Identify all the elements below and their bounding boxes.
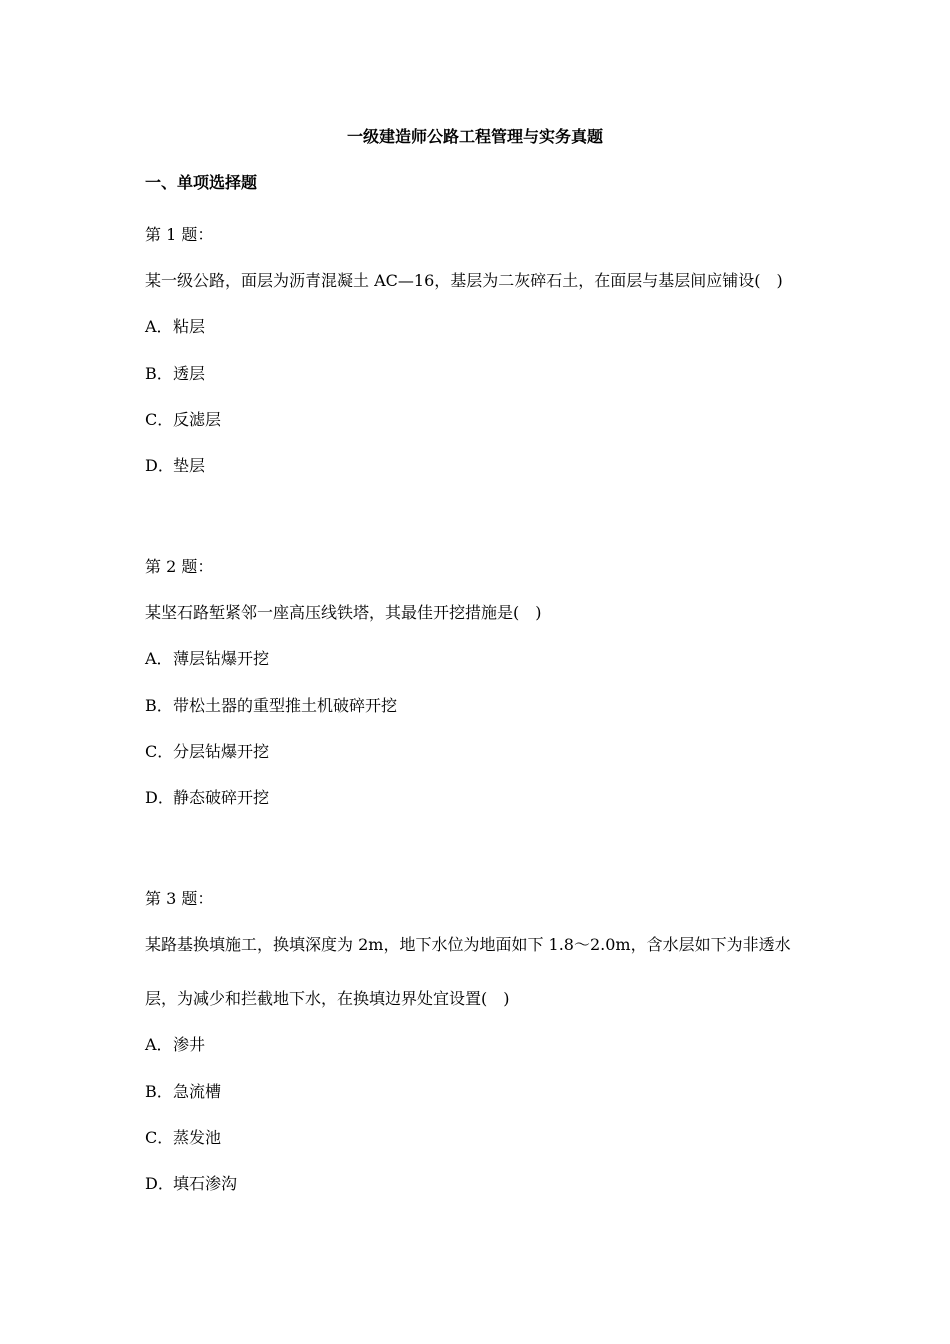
question-2-option-a <box>145 648 269 670</box>
option-letter: D． <box>145 788 174 807</box>
option-letter: B． <box>145 1082 173 1101</box>
option-letter: C． <box>145 410 174 429</box>
question-3-option-c <box>145 1127 221 1149</box>
document-title: 一级建造师公路工程管理与实务真题 <box>346 127 603 146</box>
option-letter: A． <box>145 317 173 336</box>
question-2-option-c <box>145 741 269 763</box>
question-3-stem-line-1: 某路基换填施工，换填深度为 2m，地下水位为地面如下 1.8～2.0m，含水层如下为非透水 <box>145 935 791 954</box>
question-1-number: 第 1 题： <box>145 225 214 244</box>
option-text: 带松土器的重型推土机破碎开挖 <box>173 696 398 715</box>
option-letter: A． <box>145 649 173 668</box>
option-text: 填石渗沟 <box>173 1174 238 1193</box>
section-heading: 一、单项选择题 <box>145 173 258 192</box>
option-text: 垫层 <box>173 456 206 475</box>
question-2-stem: 某坚石路堑紧邻一座高压线铁塔，其最佳开挖措施是( ) <box>145 603 542 622</box>
question-1-option-a <box>145 316 205 338</box>
question-2-number: 第 2 题： <box>145 557 214 576</box>
question-1-stem: 某一级公路，面层为沥青混凝土 AC—16，基层为二灰碎石土，在面层与基层间应铺设( ) <box>145 271 783 290</box>
question-3-stem-line-2: 层，为减少和拦截地下水，在换填边界处宜设置( ) <box>145 989 510 1008</box>
option-text: 薄层钻爆开挖 <box>173 649 270 668</box>
question-3-number: 第 3 题： <box>145 889 214 908</box>
option-letter: B． <box>145 696 173 715</box>
option-letter: C． <box>145 742 174 761</box>
option-letter: D． <box>145 456 174 475</box>
question-3-option-d <box>145 1173 237 1195</box>
option-text: 分层钻爆开挖 <box>173 742 270 761</box>
question-1-option-d <box>145 455 205 477</box>
option-letter: A． <box>145 1035 173 1054</box>
question-1-option-c <box>145 409 221 431</box>
option-letter: C． <box>145 1128 174 1147</box>
option-letter: B． <box>145 364 173 383</box>
question-3-option-a <box>145 1034 205 1056</box>
question-2-option-b <box>145 695 397 717</box>
option-text: 渗井 <box>173 1035 206 1054</box>
option-letter: D． <box>145 1174 174 1193</box>
option-text: 粘层 <box>173 317 206 336</box>
question-2-option-d <box>145 787 269 809</box>
question-1-option-b <box>145 363 205 385</box>
option-text: 蒸发池 <box>173 1128 222 1147</box>
option-text: 急流槽 <box>173 1082 222 1101</box>
option-text: 反滤层 <box>173 410 222 429</box>
option-text: 静态破碎开挖 <box>173 788 270 807</box>
question-3-option-b <box>145 1081 221 1103</box>
option-text: 透层 <box>173 364 206 383</box>
